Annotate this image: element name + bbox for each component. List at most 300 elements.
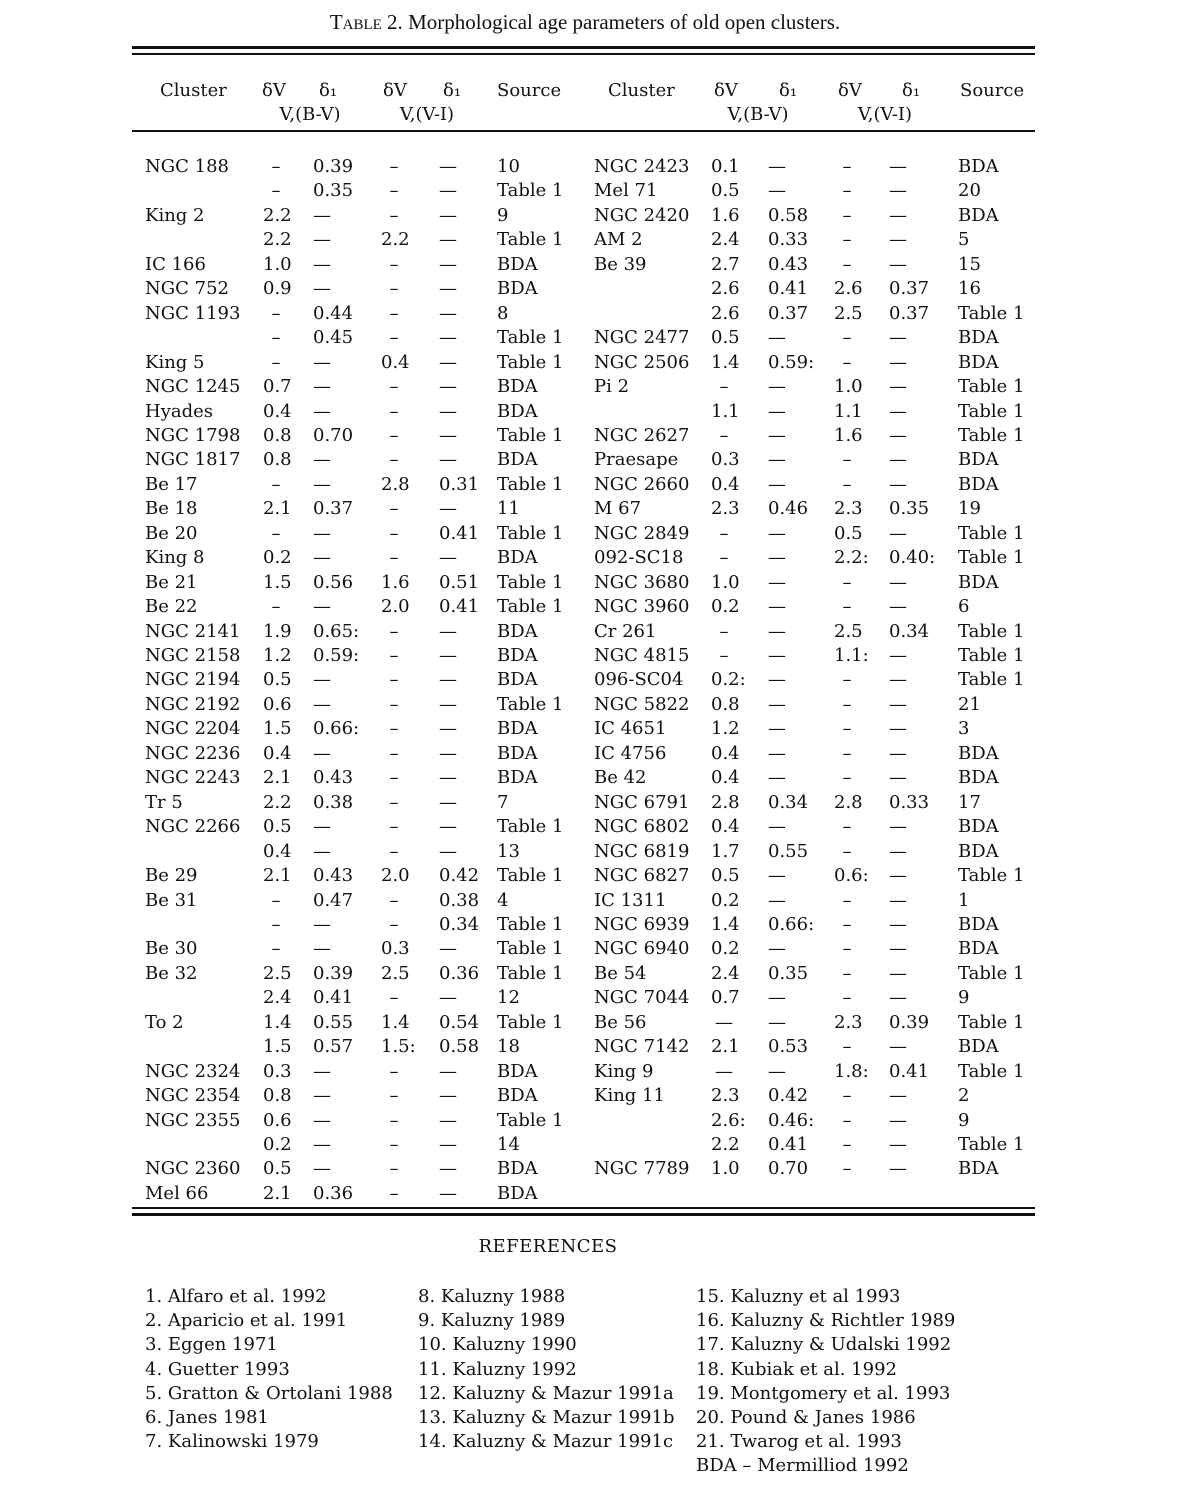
- cell-d1-vi: —: [889, 1109, 907, 1131]
- cell-d1-bv: 0.39: [313, 156, 354, 177]
- cell-source: Table 1: [958, 424, 1025, 446]
- table-row-right: [0, 962, 1200, 986]
- cell-source: 7: [497, 791, 509, 813]
- cell-dv-bv: 0.4: [263, 400, 292, 422]
- reference-item: 3. Eggen 1971: [145, 1334, 278, 1356]
- cell-source: Table 1: [497, 962, 564, 984]
- cell-d1-bv: 0.38: [313, 791, 354, 813]
- table-row-right: [0, 302, 1200, 326]
- cell-source: BDA: [497, 376, 538, 397]
- cell-cluster: Be 29: [145, 865, 198, 886]
- cell-d1-bv: —: [313, 1085, 331, 1107]
- reference-item: 13. Kaluzny & Mazur 1991b: [418, 1407, 675, 1429]
- cell-d1-vi: —: [889, 889, 907, 911]
- cell-cluster: King 5: [145, 351, 205, 373]
- cell-dv-vi: 2.0: [381, 596, 410, 618]
- cell-cluster: NGC 3680: [594, 571, 690, 593]
- cell-dv-bv: 2.1: [263, 1182, 292, 1204]
- cell-dv-bv: 1.2: [263, 645, 292, 666]
- table-row-right: [0, 1133, 1200, 1157]
- cell-cluster: King 2: [145, 204, 205, 226]
- cell-source: BDA: [497, 449, 538, 471]
- header-cluster-right: Cluster: [608, 80, 675, 101]
- cell-cluster: NGC 6827: [594, 865, 690, 886]
- cell-d1-bv: 0.53: [768, 1036, 809, 1058]
- cell-dv-vi: 2.5: [834, 620, 863, 642]
- cell-cluster: IC 4756: [594, 742, 667, 764]
- cell-source: BDA: [497, 1182, 538, 1204]
- cell-cluster: Be 39: [594, 253, 647, 275]
- cell-d1-vi: —: [889, 424, 907, 446]
- cell-d1-bv: —: [313, 913, 331, 935]
- cell-d1-bv: 0.43: [768, 253, 809, 275]
- cell-d1-vi: —: [889, 156, 907, 177]
- cell-dv-vi: –: [842, 204, 852, 226]
- cell-cluster: 092-SC18: [594, 547, 684, 569]
- cell-dv-vi: –: [389, 767, 399, 789]
- cell-source: Table 1: [958, 522, 1025, 544]
- cell-source: BDA: [497, 669, 538, 691]
- cell-dv-vi: –: [842, 156, 852, 177]
- cell-dv-bv: —: [715, 1060, 733, 1082]
- cell-dv-vi: 2.8: [834, 791, 863, 813]
- cell-source: BDA: [497, 767, 538, 789]
- cell-source: Table 1: [497, 180, 564, 202]
- cell-d1-vi: —: [889, 645, 907, 666]
- cell-source: 9: [958, 987, 970, 1009]
- cell-dv-bv: 2.4: [263, 987, 292, 1009]
- reference-item: 12. Kaluzny & Mazur 1991a: [418, 1382, 674, 1404]
- cell-d1-bv: —: [768, 938, 786, 960]
- cell-dv-bv: 2.2: [711, 1134, 740, 1155]
- cell-dv-vi: –: [842, 449, 852, 471]
- cell-source: 8: [497, 302, 509, 324]
- reference-item: 6. Janes 1981: [145, 1407, 269, 1429]
- cell-dv-vi: 1.4: [381, 1011, 410, 1033]
- cell-dv-vi: 1.5:: [381, 1036, 416, 1058]
- cell-d1-bv: —: [313, 204, 331, 226]
- cell-source: 10: [497, 156, 520, 177]
- cell-d1-bv: —: [313, 253, 331, 275]
- cell-d1-vi: 0.36: [439, 962, 480, 984]
- cell-dv-vi: –: [389, 498, 399, 520]
- cell-dv-vi: 2.5: [834, 302, 863, 324]
- table-row-right: [0, 179, 1200, 203]
- cell-source: BDA: [497, 1158, 538, 1180]
- cell-dv-bv: 1.4: [711, 913, 740, 935]
- cell-cluster: Be 22: [145, 596, 198, 618]
- cell-d1-vi: —: [439, 840, 457, 862]
- cell-source: 2: [958, 1085, 970, 1107]
- cell-d1-bv: 0.59:: [768, 351, 815, 373]
- cell-d1-vi: —: [439, 693, 457, 715]
- cell-dv-bv: 0.5: [711, 327, 740, 349]
- cell-source: BDA: [958, 767, 999, 789]
- cell-dv-vi: –: [389, 645, 399, 666]
- cell-dv-vi: –: [389, 327, 399, 349]
- cell-dv-bv: 1.9: [263, 620, 292, 642]
- cell-cluster: NGC 2243: [145, 767, 241, 789]
- cell-cluster: Be 54: [594, 962, 647, 984]
- cell-cluster: IC 1311: [594, 889, 667, 911]
- cell-d1-bv: 0.66:: [768, 913, 815, 935]
- cell-d1-vi: —: [439, 938, 457, 960]
- cell-dv-vi: –: [842, 1036, 852, 1058]
- cell-source: Table 1: [497, 693, 564, 715]
- cell-dv-vi: –: [389, 449, 399, 471]
- cell-dv-bv: 0.5: [711, 865, 740, 886]
- cell-dv-bv: 2.2: [263, 229, 292, 251]
- header-d1-bv-right: δ₁: [779, 80, 798, 101]
- reference-item: 7. Kalinowski 1979: [145, 1431, 319, 1453]
- cell-cluster: NGC 6802: [594, 816, 690, 838]
- reference-item: 16. Kaluzny & Richtler 1989: [696, 1310, 956, 1332]
- cell-dv-bv: 2.3: [711, 1085, 740, 1107]
- cell-dv-vi: –: [842, 816, 852, 838]
- cell-dv-vi: 2.6: [834, 278, 863, 300]
- cell-source: Table 1: [497, 229, 564, 251]
- table-row-right: [0, 375, 1200, 399]
- cell-dv-bv: –: [271, 156, 281, 177]
- cell-d1-vi: —: [889, 229, 907, 251]
- table-row-right: [0, 913, 1200, 937]
- cell-dv-vi: –: [842, 1109, 852, 1131]
- cell-dv-bv: 0.8: [263, 424, 292, 446]
- cell-dv-bv: 0.7: [711, 987, 740, 1009]
- cell-d1-bv: 0.33: [768, 229, 809, 251]
- header-dv-bv-left: δV: [262, 80, 286, 101]
- cell-d1-bv: 0.55: [768, 840, 809, 862]
- cell-dv-bv: –: [271, 302, 281, 324]
- cell-dv-bv: 2.6: [711, 278, 740, 300]
- cell-d1-bv: 0.66:: [313, 718, 360, 740]
- cell-dv-vi: –: [842, 742, 852, 764]
- table-row-right: [0, 1011, 1200, 1035]
- cell-source: 17: [958, 791, 981, 813]
- cell-source: Table 1: [958, 1011, 1025, 1033]
- cell-d1-bv: —: [313, 229, 331, 251]
- cell-d1-bv: 0.57: [313, 1036, 354, 1058]
- cell-d1-vi: 0.37: [889, 278, 930, 300]
- cell-cluster: AM 2: [594, 229, 643, 251]
- cell-d1-bv: 0.35: [313, 180, 354, 202]
- cell-dv-vi: –: [389, 400, 399, 422]
- cell-source: BDA: [497, 1060, 538, 1082]
- reference-item: 21. Twarog et al. 1993: [696, 1431, 902, 1453]
- table-row-right: [0, 742, 1200, 766]
- cell-dv-bv: 0.7: [263, 376, 292, 397]
- table-row-right: [0, 889, 1200, 913]
- cell-dv-vi: –: [842, 693, 852, 715]
- cell-dv-vi: 1.1:: [834, 645, 869, 666]
- cell-dv-vi: –: [389, 1109, 399, 1131]
- cell-d1-bv: —: [768, 547, 786, 569]
- header-dv-vi-right: δV: [838, 80, 862, 101]
- table-title: [0, 10, 1170, 35]
- cell-d1-bv: 0.37: [768, 302, 809, 324]
- table-label: Table 2.: [329, 10, 403, 34]
- cell-d1-bv: —: [313, 522, 331, 544]
- reference-item: 2. Aparicio et al. 1991: [145, 1310, 348, 1332]
- cell-d1-vi: 0.40:: [889, 547, 936, 569]
- cell-d1-vi: —: [439, 498, 457, 520]
- cell-dv-vi: –: [842, 962, 852, 984]
- cell-cluster: Tr 5: [145, 791, 183, 813]
- header-dv-vi-left: δV: [383, 80, 407, 101]
- cell-d1-bv: —: [313, 669, 331, 691]
- cell-d1-vi: —: [889, 1134, 907, 1155]
- cell-d1-vi: —: [439, 327, 457, 349]
- cell-dv-vi: –: [389, 204, 399, 226]
- cell-d1-vi: —: [439, 1134, 457, 1155]
- cell-d1-bv: —: [313, 840, 331, 862]
- cell-d1-bv: —: [313, 1060, 331, 1082]
- cell-cluster: Cr 261: [594, 620, 657, 642]
- cell-dv-bv: 2.4: [711, 229, 740, 251]
- cell-d1-vi: 0.35: [889, 498, 930, 520]
- cell-dv-vi: –: [842, 718, 852, 740]
- table-row-right: [0, 693, 1200, 717]
- table-row-right: [0, 1035, 1200, 1059]
- cell-dv-bv: –: [719, 620, 729, 642]
- cell-dv-bv: –: [271, 473, 281, 495]
- cell-dv-bv: 0.6: [263, 1109, 292, 1131]
- cell-dv-vi: –: [389, 816, 399, 838]
- cell-dv-bv: –: [271, 351, 281, 373]
- cell-dv-bv: 1.6: [711, 204, 740, 226]
- cell-cluster: NGC 6819: [594, 840, 690, 862]
- cell-source: 4: [497, 889, 509, 911]
- cell-cluster: King 9: [594, 1060, 654, 1082]
- cell-source: Table 1: [958, 302, 1025, 324]
- cell-source: Table 1: [958, 669, 1025, 691]
- cell-source: 12: [497, 987, 520, 1009]
- cell-d1-vi: —: [439, 424, 457, 446]
- cell-d1-bv: —: [768, 400, 786, 422]
- cell-source: BDA: [958, 742, 999, 764]
- cell-d1-vi: 0.33: [889, 791, 930, 813]
- top-rule-2: [132, 53, 1035, 55]
- cell-cluster: Be 21: [145, 571, 198, 593]
- cell-source: 9: [958, 1109, 970, 1131]
- cell-d1-vi: —: [889, 400, 907, 422]
- cell-dv-bv: –: [719, 376, 729, 397]
- reference-item: 10. Kaluzny 1990: [418, 1334, 577, 1356]
- cell-d1-vi: —: [439, 156, 457, 177]
- cell-d1-bv: —: [768, 327, 786, 349]
- cell-dv-vi: 2.0: [381, 865, 410, 886]
- table-row-right: [0, 424, 1200, 448]
- table-row-right: [0, 546, 1200, 570]
- cell-d1-vi: —: [439, 278, 457, 300]
- cell-source: BDA: [497, 400, 538, 422]
- table-row-right: [0, 277, 1200, 301]
- cell-dv-bv: 1.5: [263, 718, 292, 740]
- cell-dv-bv: 2.8: [711, 791, 740, 813]
- header-d1-vi-left: δ₁: [443, 80, 462, 101]
- cell-dv-vi: –: [842, 1085, 852, 1107]
- cell-dv-bv: 2.6: [711, 302, 740, 324]
- cell-source: BDA: [497, 718, 538, 740]
- cell-dv-bv: 0.4: [711, 816, 740, 838]
- table-row-right: [0, 620, 1200, 644]
- cell-d1-bv: —: [313, 376, 331, 397]
- cell-cluster: NGC 2420: [594, 204, 690, 226]
- reference-item: 9. Kaluzny 1989: [418, 1310, 566, 1332]
- cell-d1-bv: 0.37: [313, 498, 354, 520]
- cell-d1-vi: —: [889, 473, 907, 495]
- cell-d1-vi: —: [889, 596, 907, 618]
- header-source-left: Source: [497, 80, 562, 101]
- cell-source: Table 1: [497, 596, 564, 618]
- cell-cluster: NGC 1193: [145, 302, 241, 324]
- cell-dv-bv: 1.1: [711, 400, 740, 422]
- cell-d1-vi: —: [439, 669, 457, 691]
- table-row-right: [0, 840, 1200, 864]
- cell-source: BDA: [497, 620, 538, 642]
- header-cluster-left: Cluster: [160, 80, 227, 101]
- cell-d1-vi: —: [439, 253, 457, 275]
- cell-dv-vi: –: [842, 1158, 852, 1180]
- cell-d1-vi: —: [439, 449, 457, 471]
- bottom-rule-1: [132, 1207, 1035, 1209]
- cell-dv-bv: 0.4: [711, 742, 740, 764]
- cell-d1-vi: —: [439, 791, 457, 813]
- cell-d1-vi: 0.41: [889, 1060, 930, 1082]
- cell-d1-vi: 0.37: [889, 302, 930, 324]
- cell-d1-vi: —: [889, 693, 907, 715]
- cell-dv-vi: –: [389, 693, 399, 715]
- cell-d1-bv: —: [313, 449, 331, 471]
- cell-d1-bv: —: [313, 278, 331, 300]
- cell-d1-bv: 0.35: [768, 962, 809, 984]
- cell-source: BDA: [497, 1085, 538, 1107]
- cell-dv-vi: 1.0: [834, 376, 863, 397]
- table-row-right: [0, 1060, 1200, 1084]
- cell-dv-bv: 2.5: [263, 962, 292, 984]
- cell-source: Table 1: [497, 816, 564, 838]
- cell-d1-vi: —: [439, 1109, 457, 1131]
- cell-d1-bv: 0.70: [768, 1158, 809, 1180]
- cell-d1-bv: —: [768, 424, 786, 446]
- references-column: [418, 1285, 674, 1454]
- cell-dv-bv: 0.5: [711, 180, 740, 202]
- cell-cluster: NGC 2423: [594, 156, 690, 177]
- table-row-right: [0, 766, 1200, 790]
- cell-d1-vi: 0.39: [889, 1011, 930, 1033]
- cell-dv-bv: 1.2: [711, 718, 740, 740]
- cell-dv-bv: 0.5: [263, 669, 292, 691]
- cell-d1-bv: 0.44: [313, 302, 354, 324]
- cell-d1-bv: —: [768, 816, 786, 838]
- cell-d1-bv: —: [768, 889, 786, 911]
- table-row-right: [0, 400, 1200, 424]
- cell-source: 9: [497, 204, 509, 226]
- cell-source: BDA: [497, 278, 538, 300]
- cell-dv-bv: 1.0: [711, 1158, 740, 1180]
- cell-cluster: Hyades: [145, 400, 214, 422]
- cell-d1-bv: 0.41: [313, 987, 354, 1009]
- table-caption: Morphological age parameters of old open clusters.: [408, 10, 841, 34]
- cell-d1-bv: —: [768, 620, 786, 642]
- cell-source: BDA: [958, 327, 999, 349]
- cell-d1-bv: —: [313, 400, 331, 422]
- cell-cluster: King 8: [145, 547, 205, 569]
- cell-d1-vi: —: [889, 767, 907, 789]
- cell-dv-vi: –: [389, 791, 399, 813]
- cell-d1-vi: —: [889, 987, 907, 1009]
- cell-d1-vi: —: [439, 351, 457, 373]
- cell-dv-vi: –: [389, 889, 399, 911]
- cell-source: Table 1: [497, 351, 564, 373]
- cell-source: Table 1: [497, 522, 564, 544]
- cell-source: Table 1: [497, 865, 564, 886]
- cell-d1-vi: —: [889, 522, 907, 544]
- cell-d1-bv: 0.39: [313, 962, 354, 984]
- cell-d1-vi: —: [889, 1085, 907, 1107]
- cell-dv-bv: 0.5: [263, 816, 292, 838]
- cell-cluster: NGC 2204: [145, 718, 241, 740]
- cell-dv-vi: –: [389, 1182, 399, 1204]
- cell-d1-vi: —: [439, 204, 457, 226]
- cell-dv-bv: 2.1: [263, 498, 292, 520]
- cell-cluster: Be 56: [594, 1011, 647, 1033]
- cell-source: 6: [958, 596, 970, 618]
- cell-cluster: NGC 2158: [145, 645, 241, 666]
- cell-cluster: IC 166: [145, 253, 206, 275]
- cell-d1-vi: 0.41: [439, 596, 480, 618]
- cell-d1-vi: —: [439, 742, 457, 764]
- cell-cluster: Be 42: [594, 767, 647, 789]
- cell-cluster: NGC 2354: [145, 1085, 241, 1107]
- cell-d1-bv: —: [313, 816, 331, 838]
- cell-dv-bv: 0.6: [263, 693, 292, 715]
- cell-dv-vi: –: [389, 376, 399, 397]
- cell-dv-vi: –: [842, 840, 852, 862]
- cell-d1-bv: 0.47: [313, 889, 354, 911]
- cell-d1-vi: 0.31: [439, 473, 480, 495]
- cell-source: BDA: [497, 547, 538, 569]
- reference-item: 5. Gratton & Ortolani 1988: [145, 1382, 393, 1404]
- reference-item: 1. Alfaro et al. 1992: [145, 1286, 327, 1307]
- cell-d1-vi: 0.38: [439, 889, 480, 911]
- cell-d1-bv: —: [768, 987, 786, 1009]
- header-sub-vi-left: V,(V-I): [399, 104, 455, 125]
- cell-source: Table 1: [958, 376, 1025, 397]
- cell-dv-bv: 0.5: [263, 1158, 292, 1180]
- cell-dv-vi: 0.6:: [834, 865, 869, 886]
- cell-d1-vi: —: [439, 229, 457, 251]
- cell-d1-vi: —: [889, 376, 907, 397]
- cell-cluster: NGC 6940: [594, 938, 690, 960]
- cell-dv-bv: 2.1: [263, 865, 292, 886]
- reference-item: 20. Pound & Janes 1986: [696, 1407, 916, 1429]
- table-row-right: [0, 815, 1200, 839]
- cell-dv-bv: 2.1: [711, 1036, 740, 1058]
- cell-source: Table 1: [958, 645, 1025, 666]
- cell-dv-vi: –: [389, 913, 399, 935]
- cell-dv-vi: 2.2: [381, 229, 410, 251]
- cell-source: Table 1: [958, 400, 1025, 422]
- cell-dv-vi: 1.8:: [834, 1060, 869, 1082]
- cell-dv-bv: 1.0: [263, 253, 292, 275]
- cell-cluster: NGC 2194: [145, 669, 241, 691]
- table-row-left: [0, 1182, 1200, 1206]
- reference-item: 15. Kaluzny et al 1993: [696, 1286, 901, 1307]
- cell-cluster: NGC 7044: [594, 987, 690, 1009]
- cell-source: 18: [497, 1036, 520, 1058]
- cell-d1-bv: —: [768, 473, 786, 495]
